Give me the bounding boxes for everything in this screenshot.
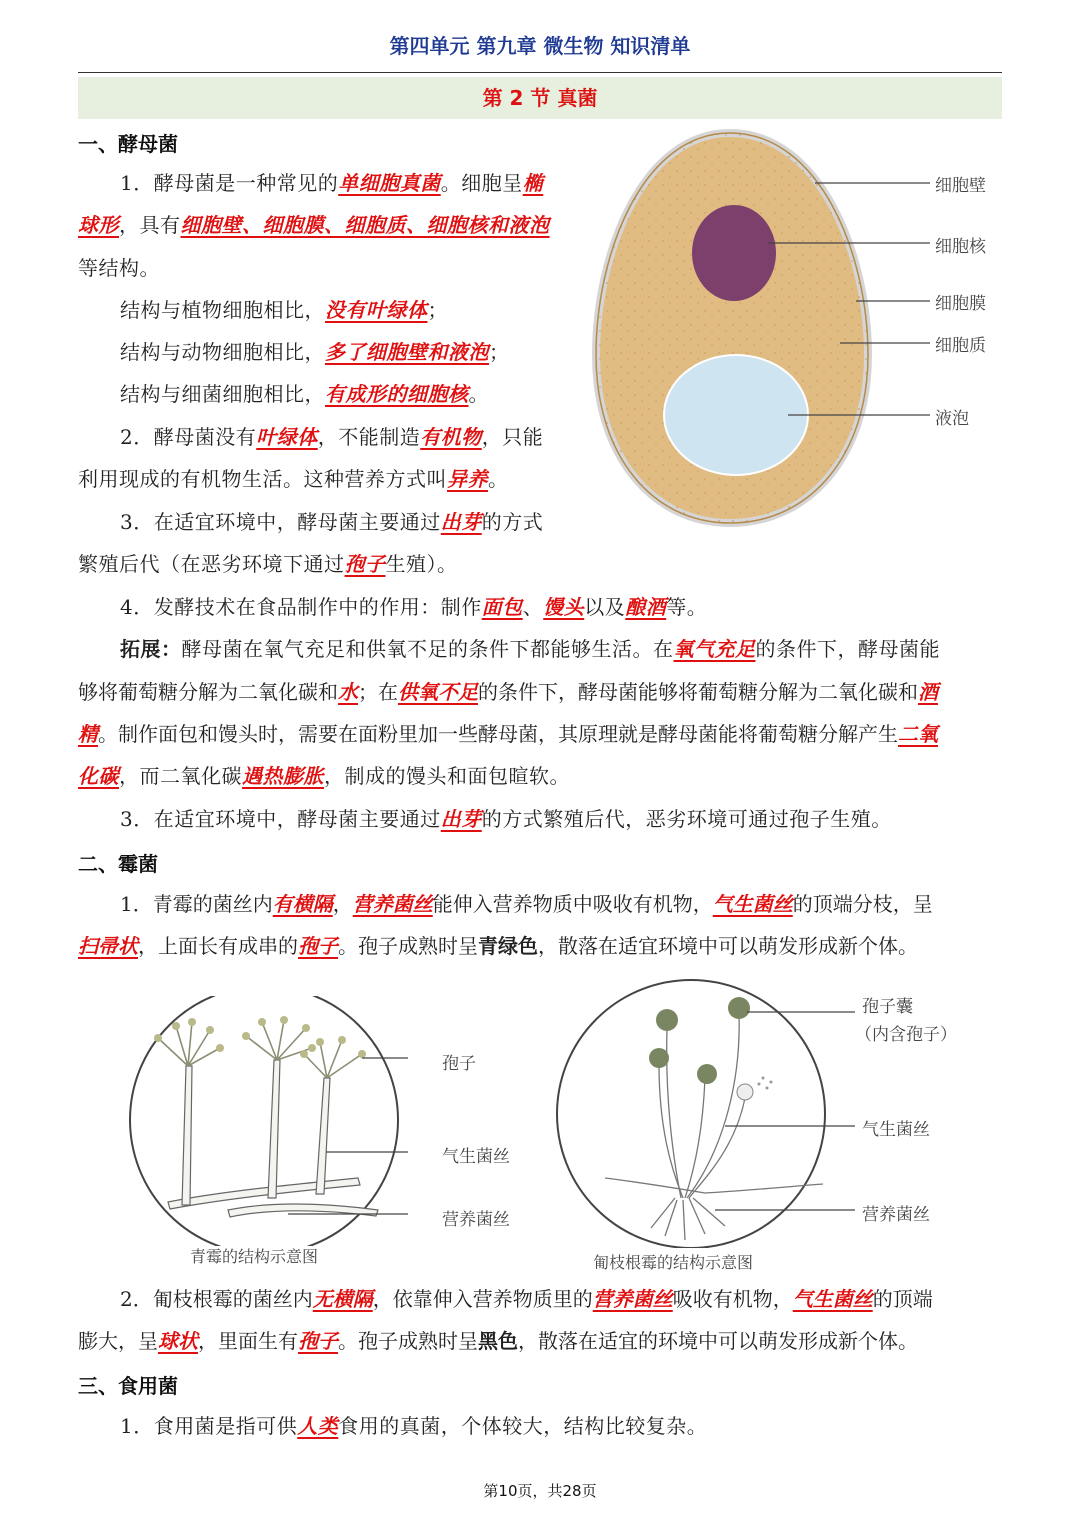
- heading-mold: 二、霉菌: [78, 852, 158, 876]
- mold-p2-line1: 2．匍枝根霉的菌丝内无横隔，依靠伸入营养物质里的营养菌丝吸收有机物，气生菌丝的顶端: [120, 1287, 933, 1311]
- rhizopus-diagram: [555, 978, 855, 1248]
- label-cytoplasm: 细胞质: [935, 336, 986, 356]
- yeast-p3-line1: 3．在适宜环境中，酵母菌主要通过出芽的方式: [120, 510, 544, 534]
- heading-edible-fungi: 三、食用菌: [78, 1374, 178, 1398]
- mold-p1-line1: 1．青霉的菌丝内有横隔，营养菌丝能伸入营养物质中吸收有机物，气生菌丝的顶端分枝，呈: [120, 892, 933, 916]
- yeast-compare-animal: 结构与动物细胞相比，多了细胞壁和液泡；: [120, 340, 510, 364]
- rhizopus-label-nutrient: 营养菌丝: [862, 1205, 930, 1225]
- yeast-p4: 4．发酵技术在食品制作中的作用：制作面包、馒头以及酿酒等。: [120, 595, 708, 619]
- penicillium-label-nutrient: 营养菌丝: [442, 1210, 510, 1230]
- label-cell-wall: 细胞壁: [935, 176, 986, 196]
- rhizopus-caption: 匍枝根霉的结构示意图: [593, 1253, 754, 1272]
- yeast-ext-line3: 精。制作面包和馒头时，需要在面粉里加一些酵母菌，其原理就是酵母菌能将葡萄糖分解产生二氧: [78, 722, 938, 746]
- yeast-ext-line2: 够将葡萄糖分解为二氧化碳和水；在供氧不足的条件下，酵母菌能够将葡萄糖分解为二氧化碳和酒: [78, 680, 938, 704]
- yeast-p1-line1: 1．酵母菌是一种常见的单细胞真菌。细胞呈椭: [120, 171, 544, 195]
- nucleus-shape: [692, 205, 776, 301]
- penicillium-label-aerial: 气生菌丝: [442, 1147, 510, 1167]
- yeast-p5: 3．在适宜环境中，酵母菌主要通过出芽的方式繁殖后代，恶劣环境可通过孢子生殖。: [120, 807, 892, 831]
- yeast-p1-line3: 等结构。: [78, 256, 160, 280]
- yeast-p2-line1: 2．酵母菌没有叶绿体，不能制造有机物，只能: [120, 425, 544, 449]
- penicillium-caption: 青霉的结构示意图: [190, 1247, 319, 1266]
- rhizopus-label-contains-spores: （内含孢子）: [855, 1025, 957, 1045]
- yeast-compare-plant: 结构与植物细胞相比，没有叶绿体；: [120, 298, 448, 322]
- document-title: 第四单元 第九章 微生物 知识清单: [389, 34, 691, 58]
- label-nucleus: 细胞核: [935, 237, 986, 257]
- rhizopus-label-aerial: 气生菌丝: [862, 1120, 930, 1140]
- edible-p1: 1．食用菌是指可供人类食用的真菌，个体较大，结构比较复杂。: [120, 1414, 708, 1438]
- yeast-p2-line2: 利用现成的有机物生活。这种营养方式叫异养。: [78, 467, 509, 491]
- vacuole-shape: [664, 355, 808, 475]
- penicillium-label-spore: 孢子: [442, 1054, 476, 1074]
- yeast-p3-line2: 繁殖后代（在恶劣环境下通过孢子生殖）。: [78, 552, 458, 576]
- yeast-p1-line2: 球形，具有细胞壁、细胞膜、细胞质、细胞核和液泡: [78, 213, 550, 237]
- mold-p1-line2: 扫帚状，上面长有成串的孢子。孢子成熟时呈青绿色，散落在适宜环境中可以萌发形成新个体。: [78, 934, 918, 958]
- mold-p2-line2: 膨大，呈球状，里面生有孢子。孢子成熟时呈黑色，散落在适宜的环境中可以萌发形成新个体。: [78, 1329, 918, 1353]
- header-divider: [78, 72, 1002, 73]
- yeast-ext-line1: 拓展：酵母菌在氧气充足和供氧不足的条件下都能够生活。在氧气充足的条件下，酵母菌能: [120, 637, 940, 661]
- rhizopus-label-sporangium: 孢子囊: [862, 997, 913, 1017]
- section-title: 第 2 节 真菌: [78, 77, 1002, 119]
- heading-yeast: 一、酵母菌: [78, 132, 178, 156]
- yeast-ext-line4: 化碳，而二氧化碳遇热膨胀，制成的馒头和面包暄软。: [78, 764, 570, 788]
- label-membrane: 细胞膜: [935, 294, 986, 314]
- yeast-compare-bacteria: 结构与细菌细胞相比，有成形的细胞核。: [120, 382, 489, 406]
- page-number: 第10页，共28页: [483, 1482, 597, 1500]
- label-vacuole: 液泡: [935, 409, 969, 429]
- penicillium-diagram: [128, 996, 408, 1246]
